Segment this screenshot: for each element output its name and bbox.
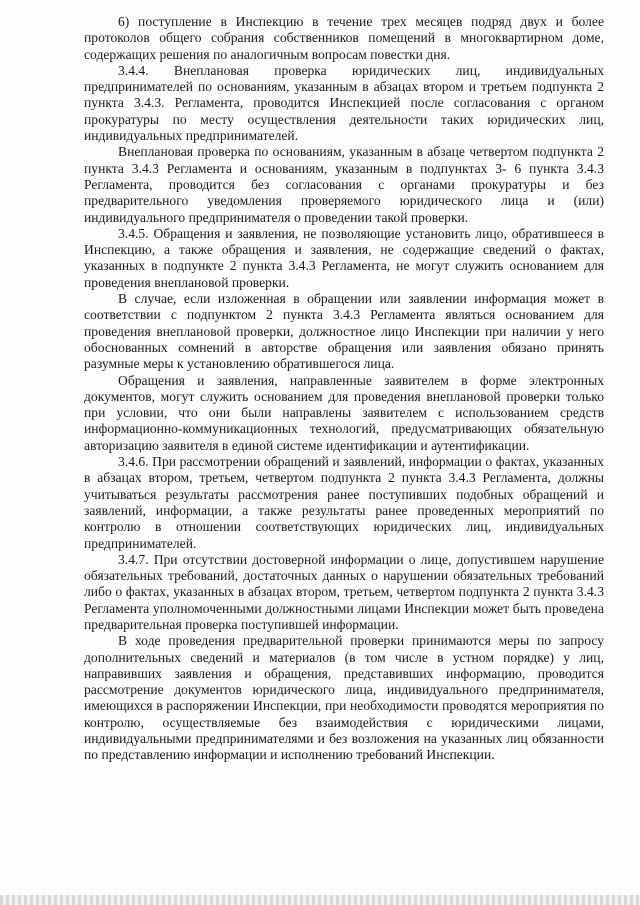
paragraph-item-6: 6) поступление в Инспекцию в течение трех месяцев подряд двух и более протоколов общего собрания собственников помещений в многоквартирном доме, содержащих решения по аналогичным вопросам повестки дня.: [84, 14, 604, 62]
paragraph-doubts-authorship: В случае, если изложенная в обращении или заявлении информация может в соответствии с подпунктом 2 пункта 3.4.3 Регламента являться основанием для проведения внеплановой проверки, должностное лицо Инспекции при наличии у него обоснованных сомнений в авторстве обращения или заявления обязано принять разумные меры к установлению обратившегося лица.: [84, 291, 604, 372]
scan-bottom-edge: [0, 895, 640, 905]
document-body: [84, 14, 604, 764]
paragraph-3-4-4: 3.4.4. Внеплановая проверка юридических лиц, индивидуальных предпринимателей по основаниям, указанным в абзацах втором и третьем подпункта 2 пункта 3.4.3. Регламента, проводится Инспекцией после согласования с органом прокуратуры по месту осуществления деятельности таких юридических лиц, индивидуальных предпринимателей.: [84, 62, 604, 144]
paragraph-electronic-documents: Обращения и заявления, направленные заявителем в форме электронных документов, могут служить основанием для проведения внеплановой проверки только при условии, что они были направлены заявителем с использованием средств информационно-коммуникационных технологий, предусматривающих обязательную авторизацию заявителя в единой системе идентификации и аутентификации.: [84, 372, 604, 453]
paragraph-3-4-6: 3.4.6. При рассмотрении обращений и заявлений, информации о фактах, указанных в абзацах втором, третьем, четвертом подпункта 2 пункта 3.4.3 Регламента, должны учитываться результаты рассмотрения ранее поступивших подобных обращений и заявлений, информации, а также результаты ранее проведенных мероприятий по контролю в отношении соответствующих юридических лиц, индивидуальных предпринимателей.: [84, 454, 604, 551]
paragraph-3-4-7: 3.4.7. При отсутствии достоверной информации о лице, допустившем нарушение обязательных требований, достаточных данных о нарушении обязательных требований либо о фактах, указанных в абзацах втором, третьем, четвертом подпункта 2 пункта 3.4.3 Регламента уполномоченными должностными лицами Инспекции может быть проведена предварительная проверка поступившей информации.: [84, 551, 604, 632]
paragraph-unscheduled-check: Внеплановая проверка по основаниям, указанным в абзаце четвертом подпункта 2 пункта 3.4.3 Регламента и основаниям, указанным в подпунктах 3- 6 пункта 3.4.3 Регламента, проводится без согласования с органами прокуратуры и без предварительного уведомления проверяемого юридического лица и (или) индивидуального предпринимателя о проведении такой проверки.: [84, 144, 604, 225]
paragraph-preliminary-check: В ходе проведения предварительной проверки принимаются меры по запросу дополнительных сведений и материалов (в том числе в устном порядке) у лиц, направивших заявления и обращения, представивших информацию, проводится рассмотрение документов юридического лица, индивидуального предпринимателя, имеющихся в распоряжении Инспекции, при необходимости проводятся мероприятия по контролю, осуществляемые без взаимодействия с юридическими лицами, индивидуальными предпринимателями и без возложения на указанных лиц обязанности по представлению информации и исполнению требований Инспекции.: [84, 633, 604, 763]
paragraph-3-4-5: 3.4.5. Обращения и заявления, не позволяющие установить лицо, обратившееся в Инспекцию, а также обращения и заявления, не содержащие сведений о фактах, указанных в подпункте 2 пункта 3.4.3 Регламента, не могут служить основанием для проведения внеплановой проверки.: [84, 225, 604, 290]
